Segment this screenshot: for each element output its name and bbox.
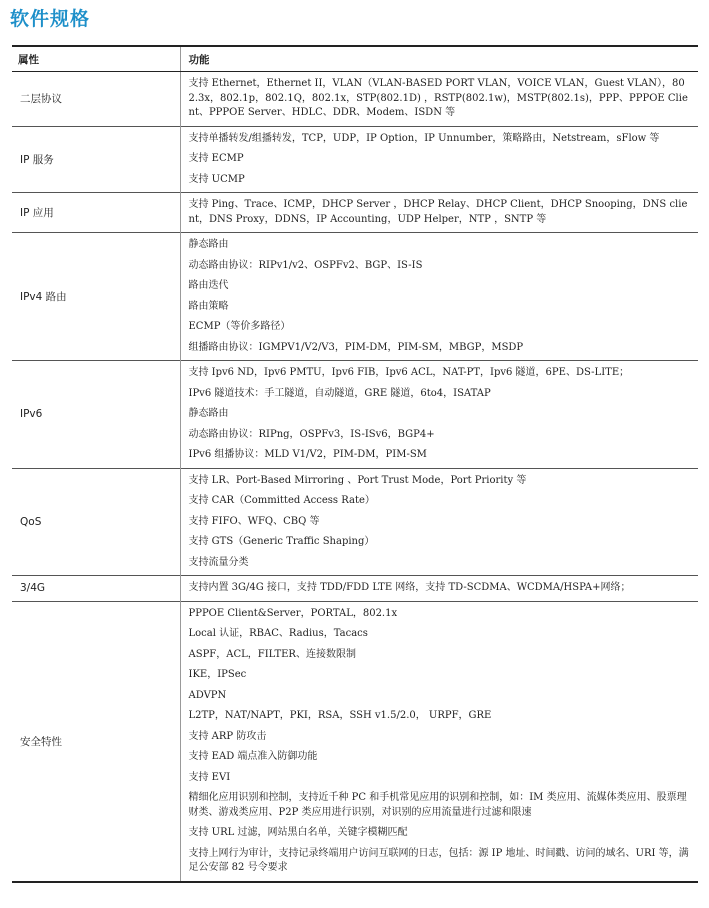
table-row <box>12 468 698 576</box>
row-attribute: 3/4G <box>12 576 180 602</box>
function-item: 支持 UCMP <box>188 173 245 185</box>
table-row <box>12 601 698 882</box>
function-item: 支持 ECMP <box>188 153 244 164</box>
function-item: 静态路由 <box>188 408 229 419</box>
function-item: 支持上网行为审计，支持记录终端用户访问互联网的日志，包括：源 IP 地址、时间戳、访问的域名、URI 等，满足公安部 82 号令要求 <box>188 847 689 873</box>
row-functions <box>180 576 698 602</box>
function-item: 支持 FIFO、WFQ、CBQ 等 <box>188 515 320 527</box>
spec-table <box>12 45 698 883</box>
row-functions <box>180 601 698 882</box>
function-item: 静态路由 <box>188 239 229 250</box>
row-attribute: IP 应用 <box>12 193 180 233</box>
row-functions <box>180 72 698 127</box>
function-item: ECMP（等价多路径） <box>188 321 291 332</box>
row-attribute: IPv6 <box>12 361 180 469</box>
function-item: IPv6 隧道技术：手工隧道，自动隧道，GRE 隧道，6to4，ISATAP <box>188 387 491 399</box>
function-item: 支持内置 3G/4G 接口，支持 TDD/FDD LTE 网络，支持 TD-SCDMA、WCDMA/HSPA+网络； <box>188 582 631 593</box>
function-item: 支持 ARP 防攻击 <box>188 730 267 742</box>
table-row <box>12 72 698 127</box>
function-item: ASPF，ACL，FILTER、连接数限制 <box>188 648 356 660</box>
function-item: 支持 Ethernet，Ethernet II，VLAN（VLAN-BASED PORT VLAN，VOICE VLAN，Guest VLAN），802.3x，802.1p，802.1Q，802.1x，STP(802.1D) ，RSTP(802.1w)，MSTP(802.1s)，PPP、PPPOE Client、PPPOE Server、HDLC、DDR、Modem、ISDN 等 <box>188 78 688 118</box>
table-row <box>12 361 698 469</box>
function-item: 支持 Ping、Trace、ICMP，DHCP Server ，DHCP Relay、DHCP Client，DHCP Snooping，DNS client，DNS Proxy，DDNS，IP Accounting，UDP Helper，NTP ，SNTP 等 <box>188 199 688 225</box>
table-row <box>12 233 698 361</box>
row-functions <box>180 233 698 361</box>
function-item: 支持 EVI <box>188 771 231 783</box>
function-item: L2TP，NAT/NAPT，PKI，RSA，SSH v1.5/2.0， URPF，GRE <box>188 710 492 721</box>
function-item: 路由迭代 <box>188 280 229 291</box>
table-row <box>12 126 698 193</box>
function-item: 动态路由协议：RIPng，OSPFv3，IS-ISv6，BGP4+ <box>188 428 435 440</box>
page-title: 软件规格 <box>10 8 91 30</box>
function-item: 动态路由协议：RIPv1/v2、OSPFv2、BGP、IS-IS <box>188 259 423 271</box>
function-item: 支持 URL 过滤，网站黑白名单，关键字模糊匹配 <box>188 827 408 838</box>
row-attribute: 安全特性 <box>12 601 180 882</box>
row-attribute: QoS <box>12 468 180 576</box>
table-body <box>12 72 698 882</box>
function-item: 支持 CAR（Committed Access Rate） <box>188 495 375 506</box>
row-attribute: 二层协议 <box>12 72 180 127</box>
function-item: Local 认证，RBAC、Radius，Tacacs <box>188 628 368 639</box>
function-item: 支持单播转发/组播转发，TCP，UDP，IP Option，IP Unnumber，策略路由，Netstream，sFlow 等 <box>188 132 660 144</box>
function-item: 支持 Ipv6 ND，Ipv6 PMTU，Ipv6 FIB，Ipv6 ACL，NAT-PT，Ipv6 隧道，6PE、DS-LITE； <box>188 367 630 378</box>
function-item: 支持 EAD 端点准入防御功能 <box>188 751 318 762</box>
row-functions <box>180 193 698 233</box>
row-functions <box>180 126 698 193</box>
table-header <box>12 46 698 72</box>
row-functions <box>180 361 698 469</box>
function-item: 支持 LR、Port-Based Mirroring 、Port Trust Mode，Port Priority 等 <box>188 474 527 486</box>
function-item: 组播路由协议：IGMPV1/V2/V3，PIM-DM，PIM-SM，MBGP，MSDP <box>188 341 524 353</box>
header-attribute: 属性 <box>12 46 180 72</box>
function-item: IPv6 组播协议：MLD V1/V2，PIM-DM，PIM-SM <box>188 449 427 460</box>
row-attribute: IPv4 路由 <box>12 233 180 361</box>
function-item: 路由策略 <box>188 300 229 312</box>
row-attribute: IP 服务 <box>12 126 180 193</box>
function-item: 支持 GTS（Generic Traffic Shaping） <box>188 536 375 547</box>
function-item: IKE，IPSec <box>188 669 247 680</box>
function-item: ADVPN <box>188 689 227 701</box>
table-row <box>12 193 698 233</box>
header-function: 功能 <box>180 46 698 72</box>
function-item: 支持流量分类 <box>188 556 249 568</box>
function-item: PPPOE Client&Server，PORTAL，802.1x <box>188 607 398 619</box>
row-functions <box>180 468 698 576</box>
table-row <box>12 576 698 602</box>
function-item: 精细化应用识别和控制，支持近千种 PC 和手机常见应用的识别和控制，如：IM 类应用、流媒体类应用、股票理财类、游戏类应用、P2P 类应用进行识别，对识别的应用流量进行过滤和限速 <box>188 792 687 818</box>
